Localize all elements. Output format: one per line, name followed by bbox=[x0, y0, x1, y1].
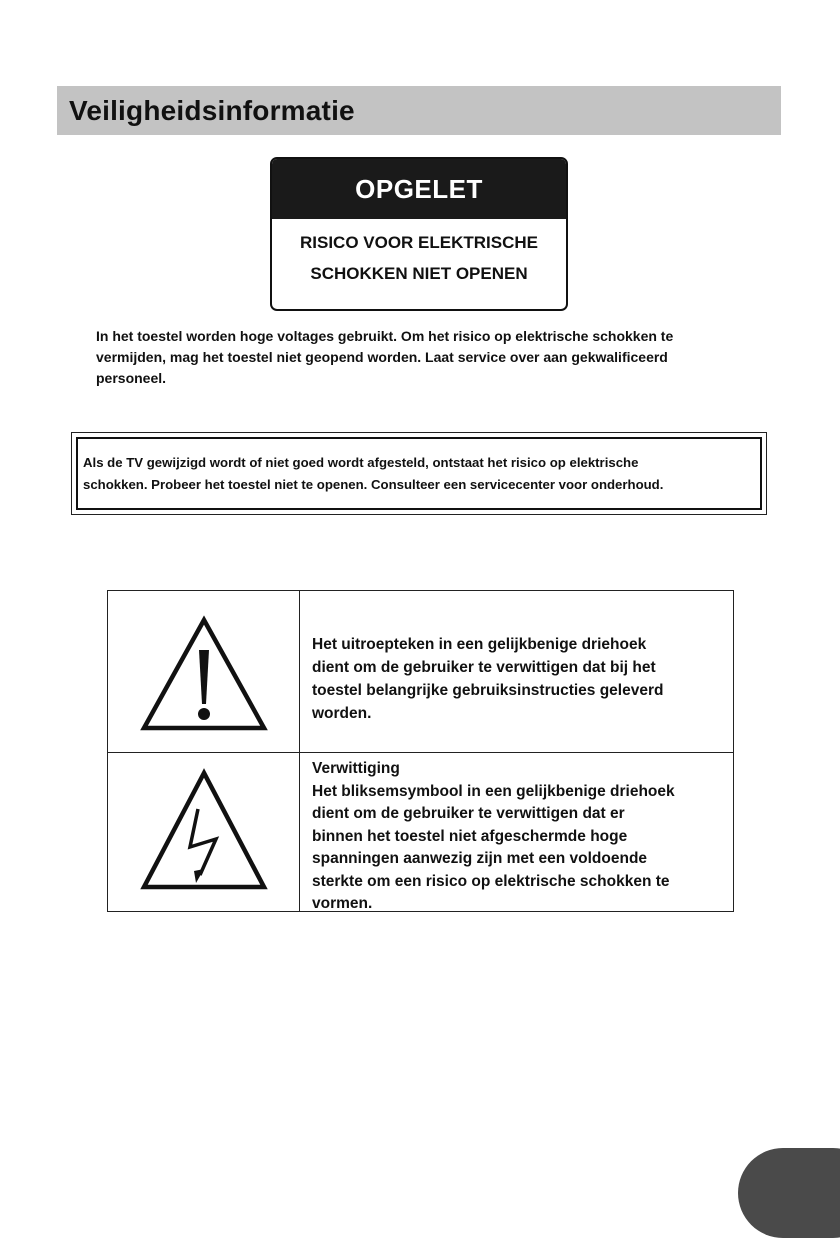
intro-line: personeel. bbox=[96, 370, 167, 386]
section-heading-bar bbox=[57, 86, 781, 135]
table-row bbox=[312, 758, 732, 916]
lightning-triangle-icon bbox=[136, 765, 272, 901]
symbol-description-line: toestel belangrijke gebruiksinstructies geleverd bbox=[312, 682, 664, 699]
notice-line: Als de TV gewijzigd wordt of niet goed wordt afgesteld, ontstaat het risico op elektrische bbox=[83, 455, 639, 470]
symbols-table bbox=[107, 590, 734, 912]
table-column-divider bbox=[299, 591, 300, 911]
symbol-description-line: Het uitroepteken in een gelijkbenige driehoek bbox=[312, 636, 647, 653]
symbol-description-line: worden. bbox=[312, 705, 372, 722]
caution-label bbox=[270, 157, 568, 311]
symbol-description-line: dient om de gebruiker te verwittigen dat bij het bbox=[312, 659, 656, 676]
exclamation-triangle-icon bbox=[136, 606, 272, 742]
symbol-description-line: binnen het toestel niet afgeschermde hoge bbox=[312, 827, 628, 845]
intro-line: In het toestel worden hoge voltages gebruikt. Om het risico op elektrische schokken te bbox=[96, 328, 674, 344]
page-title: Veiligheidsinformatie bbox=[69, 94, 355, 126]
notice-line: schokken. Probeer het toestel niet te openen. Consulteer een servicecenter voor onderhoud. bbox=[83, 477, 664, 492]
table-row bbox=[312, 633, 732, 725]
symbol-description-line: Verwittiging bbox=[312, 760, 400, 777]
symbol-description-line: vormen. bbox=[312, 895, 373, 912]
symbol-description-line: sterkte om een risico op elektrische schokken te bbox=[312, 872, 670, 890]
caution-line-1: RISICO VOOR ELEKTRISCHE bbox=[299, 233, 539, 252]
intro-line: vermijden, mag het toestel niet geopend worden. Laat service over aan gekwalificeerd bbox=[96, 349, 668, 365]
page-number-tab bbox=[738, 1148, 840, 1238]
caution-line-2: SCHOKKEN NIET OPENEN bbox=[310, 264, 528, 283]
symbol-description-line: dient om de gebruiker te verwittigen dat er bbox=[312, 805, 625, 822]
warning-notice-box bbox=[71, 432, 767, 515]
symbol-description-line: spanningen aanwezig zijn met een voldoende bbox=[312, 850, 648, 867]
symbol-description-line: Het bliksemsymbool in een gelijkbenige driehoek bbox=[312, 782, 675, 800]
intro-paragraph bbox=[96, 326, 786, 389]
warning-notice-text bbox=[76, 437, 762, 510]
table-row-divider bbox=[108, 752, 733, 753]
caution-header: OPGELET bbox=[272, 159, 566, 219]
